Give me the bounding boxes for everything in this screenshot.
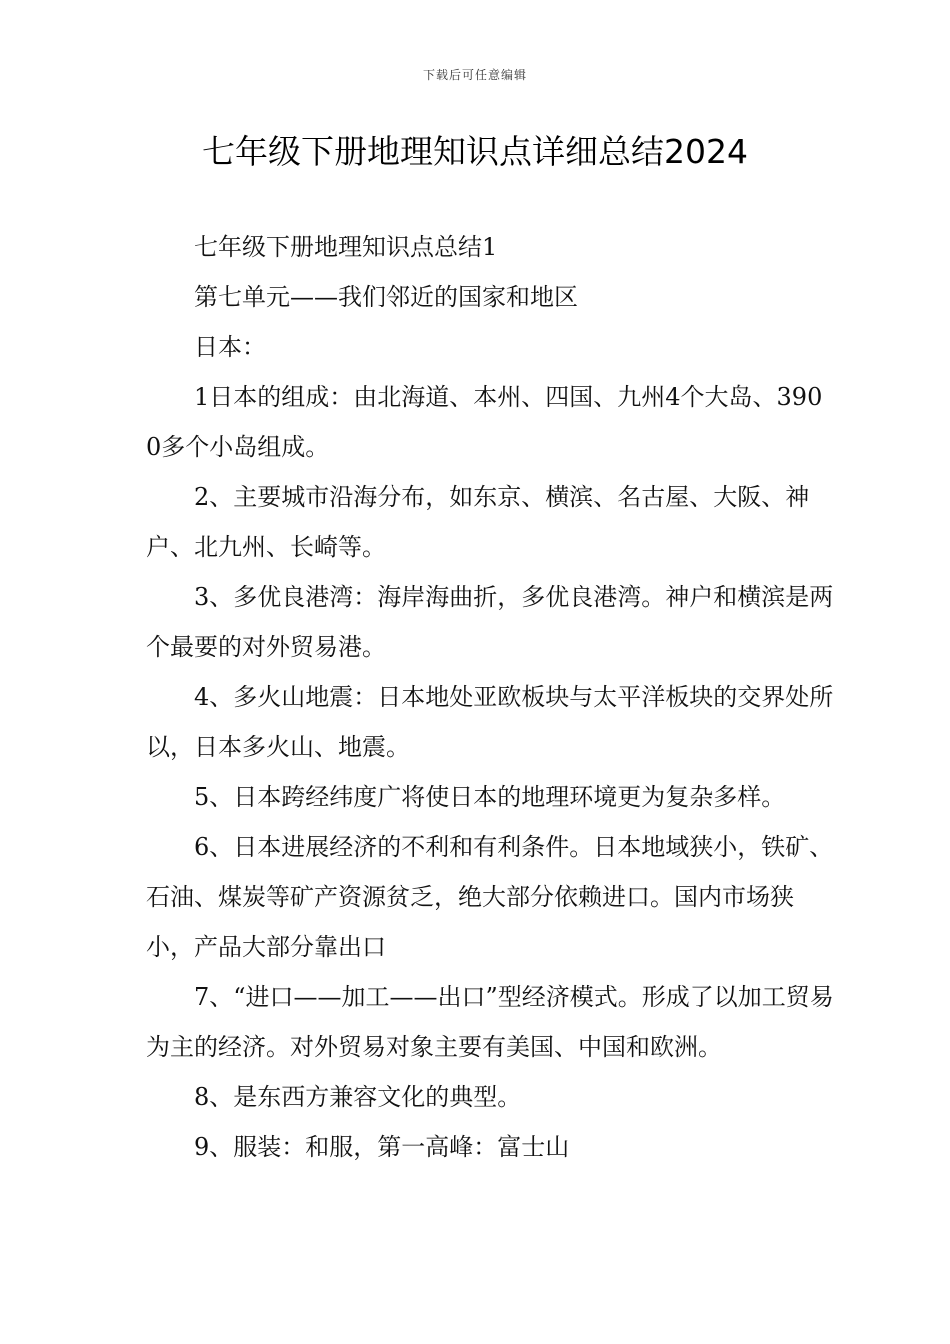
document-title: 七年级下册地理知识点详细总结2024 bbox=[202, 132, 748, 171]
paragraph-8: 8、是东西方兼容文化的典型。 bbox=[194, 1083, 522, 1111]
header-note: 下载后可任意编辑 bbox=[422, 68, 527, 82]
paragraph-6: 6、日本进展经济的不利和有利条件。日本地域狭小，铁矿、石油、煤炭等矿产资源贫乏，绝大部分依赖进口。国内市场狭小，产品大部分靠出口 bbox=[146, 833, 834, 961]
section-heading: 七年级下册地理知识点总结1 bbox=[194, 233, 498, 261]
paragraph-1: 1日本的组成：由北海道、本州、四国、九州4个大岛、3900多个小岛组成。 bbox=[146, 383, 823, 461]
paragraph-2: 2、主要城市沿海分布，如东京、横滨、名古屋、大阪、神户、北九州、长崎等。 bbox=[146, 483, 810, 561]
paragraph-7: 7、“进口——加工——出口”型经济模式。形成了以加工贸易为主的经济。对外贸易对象主要有美国、中国和欧洲。 bbox=[146, 983, 834, 1061]
topic-heading: 日本： bbox=[194, 333, 266, 361]
document-body bbox=[146, 222, 836, 1172]
unit-heading: 第七单元——我们邻近的国家和地区 bbox=[194, 283, 578, 311]
paragraph-4: 4、多火山地震：日本地处亚欧板块与太平洋板块的交界处所以，日本多火山、地震。 bbox=[146, 683, 834, 761]
paragraph-5: 5、日本跨经纬度广将使日本的地理环境更为复杂多样。 bbox=[194, 783, 786, 811]
paragraph-3: 3、多优良港湾：海岸海曲折，多优良港湾。神户和横滨是两个最要的对外贸易港。 bbox=[146, 583, 834, 661]
paragraph-9: 9、服装：和服，第一高峰：富士山 bbox=[194, 1133, 570, 1161]
